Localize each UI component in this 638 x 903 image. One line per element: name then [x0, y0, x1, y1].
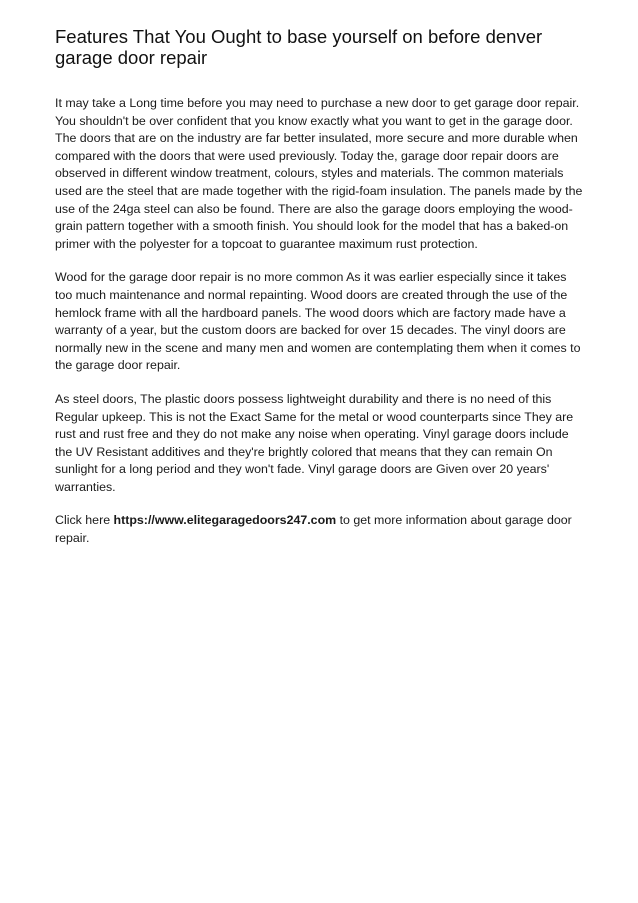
closing-paragraph [55, 512, 585, 547]
document-title: Features That You Ought to base yourself on before denver garage door repair [55, 26, 543, 68]
document-page [55, 26, 585, 564]
closing-prefix: Click here [55, 513, 114, 528]
paragraph-2: Wood for the garage door repair is no more common As it was earlier especially since it takes too much maintenance and normal repainting. Wood doors are created through the use of the hemlock frame with all the hardboard panels. The wood doors which are factory made have a warranty of a year, but the custom doors are backed for over 15 decades. The vinyl doors are normally new in the scene and many men and women are contemplating them when it comes to the garage door repair. [55, 270, 581, 373]
paragraph-3: As steel doors, The plastic doors possess lightweight durability and there is no need of this Regular upkeep. This is not the Exact Same for the metal or wood counterparts since They are rust and rust free and they do not make any noise when operating. Vinyl garage doors include the UV Resistant additives and they're brightly colored that means that they can remain On sunlight for a long period and they won't fade. Vinyl garage doors are Given over 20 years' warranties. [55, 391, 574, 494]
paragraph-1: It may take a Long time before you may need to purchase a new door to get garage door repair. You shouldn't be over confident that you know exactly what you want to get in the garage door. The doors that are on the industry are far better insulated, more secure and more durable when compared with the doors that were used previously. Today the, garage door repair doors are observed in different window treatment, colours, styles and materials. The common materials used are the steel that are made together with the rigid-foam insulation. The panels made by the use of the 24ga steel can also be found. There are also the garage doors employing the wood-grain pattern together with a smooth finish. You should look for the model that has a baked-on primer with the polyester for a topcoat to guarantee maximum rust protection. [55, 96, 583, 251]
website-link[interactable]: https://www.elitegaragedoors247.com [113, 513, 337, 528]
closing-suffix: to get more information about garage door repair. [55, 513, 572, 546]
